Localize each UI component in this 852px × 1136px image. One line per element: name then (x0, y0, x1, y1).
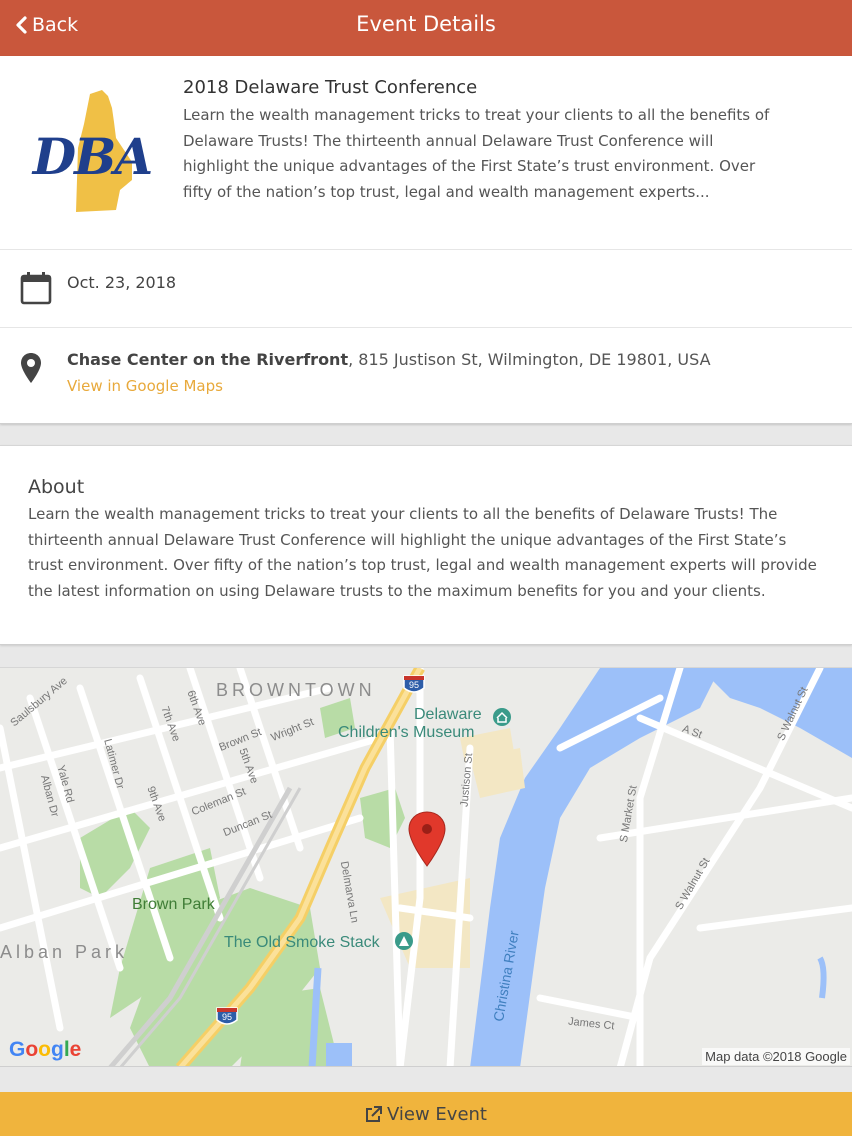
about-card (0, 445, 852, 645)
map-label-museum-line1: Delaware (414, 706, 482, 723)
venue-name: Chase Center on the Riverfront (67, 350, 349, 369)
location-map[interactable] (0, 667, 852, 1067)
map-label-street: Justison St (458, 752, 476, 808)
map-label-street: Duncan St (221, 808, 274, 840)
map-label-street: 9th Ave (144, 784, 169, 824)
map-label-street: Coleman St (189, 785, 248, 819)
logo-text: DBA (32, 127, 152, 186)
back-label: Back (32, 14, 79, 36)
map-attribution[interactable]: Map data ©2018 Google (702, 1048, 850, 1065)
map-label-christina-river: Christina River (490, 929, 522, 1023)
event-card (0, 56, 852, 424)
map-label-street: Alban Dr (38, 773, 61, 819)
map-marker-icon (409, 812, 445, 866)
map-label-museum-line2: Children's Museum (338, 724, 475, 741)
about-heading: About (28, 476, 85, 498)
external-link-icon (365, 1106, 382, 1123)
map-label-street: Yale Rd (54, 763, 76, 805)
page-title: Event Details (356, 12, 496, 36)
view-in-google-maps-link[interactable]: View in Google Maps (67, 377, 223, 395)
about-text: Learn the wealth management tricks to treat your clients to all the benefits of Delaware Trusts! The thirteenth annual Delaware Trust Conference will highlight the unique advantages of the First State’s trust environment. Over fifty of the nation’s top trust, legal and wealth management experts will provide the latest information on using Delaware trusts to the maximum benefits for you and your clients. (28, 505, 817, 600)
map-label-i95-top: 95 (408, 680, 419, 690)
event-title: 2018 Delaware Trust Conference (183, 77, 478, 98)
event-summary: Learn the wealth management tricks to treat your clients to all the benefits of Delaware Trusts! The thirteenth annual Delaware Trust Conference will highlight the unique advantages of the First State’s trust environment. Over fifty of the nation’s top trust, legal and wealth management experts... (183, 106, 770, 201)
map-label-street: Latimer Dr (101, 737, 127, 791)
map-label-street: 6th Ave (184, 688, 209, 728)
map-label-browntown: BROWNTOWN (216, 680, 376, 700)
map-label-street: S Walnut St (775, 685, 811, 743)
map-label-i95-bottom: 95 (221, 1012, 232, 1022)
map-label-street: 5th Ave (236, 746, 261, 786)
map-label-street: A St (680, 722, 704, 742)
map-label-street: Saulsbury Ave (8, 674, 70, 730)
map-label-old-smoke-stack: The Old Smoke Stack (224, 934, 380, 951)
location-row (0, 328, 852, 424)
map-label-street: Wright St (269, 716, 316, 744)
map-label-street: S Market St (617, 784, 640, 844)
dba-logo (28, 88, 160, 216)
museum-icon (493, 708, 511, 726)
map-pin-icon (20, 352, 42, 384)
map-label-street: James Ct (567, 1015, 615, 1033)
map-label-street: 7th Ave (158, 704, 183, 744)
map-label-brown-park: Brown Park (132, 896, 215, 913)
event-summary-section (0, 56, 852, 250)
date-row (0, 250, 852, 328)
map-label-alban-park: Alban Park (0, 942, 129, 962)
map-label-street: S Walnut St (673, 856, 713, 912)
event-address (67, 350, 711, 369)
view-event-label: View Event (386, 1103, 487, 1125)
view-event-button[interactable] (0, 1092, 852, 1136)
event-date: Oct. 23, 2018 (67, 273, 177, 292)
nav-bar (0, 0, 852, 56)
calendar-icon (20, 271, 52, 305)
map-label-street: Delmarva Ln (337, 860, 361, 924)
map-label-street: Brown St (217, 726, 264, 754)
street-address: , 815 Justison St, Wilmington, DE 19801, USA (348, 350, 711, 369)
google-logo: Google (9, 1038, 82, 1061)
